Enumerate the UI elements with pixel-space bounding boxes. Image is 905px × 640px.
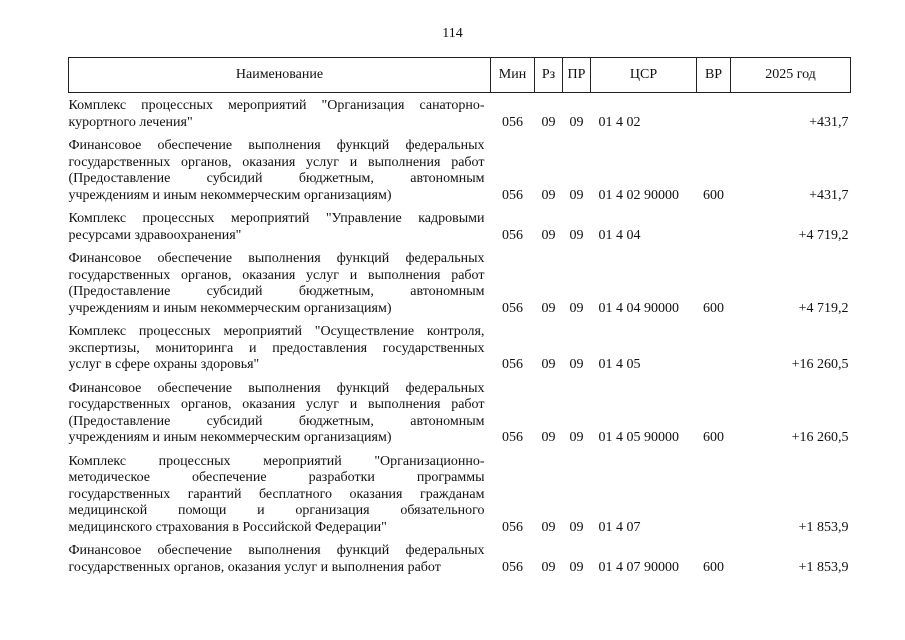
row-pr: 09 <box>569 430 584 445</box>
row-amount: +4 719,2 <box>798 227 849 243</box>
row-rz: 09 <box>541 300 556 316</box>
row-name-line: методическое обеспечение разработки программы <box>68 470 485 485</box>
row-vr <box>697 206 731 246</box>
row-name-line: Комплекс процессных мероприятий "Управление кадровыми <box>68 211 485 226</box>
row-name <box>69 319 491 376</box>
table-row <box>69 449 851 539</box>
row-name <box>69 376 491 449</box>
row-vr: 600 <box>703 430 724 445</box>
row-pr: 09 <box>569 114 584 130</box>
row-name-line: (Предоставление субсидий бюджетным, автономным <box>68 171 485 186</box>
row-name-line: Комплекс процессных мероприятий "Организационно- <box>68 453 485 469</box>
row-amount: +16 260,5 <box>791 430 849 445</box>
row-csr: 01 4 05 90000 <box>598 430 679 445</box>
header-vr: ВР <box>697 58 731 93</box>
row-rz: 09 <box>541 519 556 535</box>
row-rz: 09 <box>541 559 556 575</box>
row-name-line: государственных органов, оказания услуг и выполнения работ <box>68 397 485 412</box>
row-vr: 600 <box>703 559 724 575</box>
row-name-line: Комплекс процессных мероприятий "Осуществление контроля, <box>68 324 485 339</box>
row-name <box>69 206 491 246</box>
table-row <box>69 206 851 246</box>
row-csr: 01 4 04 <box>598 227 641 243</box>
row-amount: +431,7 <box>809 187 849 203</box>
row-name-line: государственных органов, оказания услуг и выполнения работ <box>68 154 485 170</box>
row-pr: 09 <box>569 300 584 316</box>
row-pr: 09 <box>569 227 584 243</box>
row-vr <box>697 449 731 539</box>
row-name-line: Финансовое обеспечение выполнения функций федеральных <box>68 138 485 153</box>
row-csr: 01 4 07 <box>598 519 641 535</box>
row-name-line: медицинской помощи и организация обязательного <box>68 503 485 518</box>
row-name <box>69 246 491 319</box>
row-amount: +1 853,9 <box>798 519 849 535</box>
row-csr: 01 4 02 90000 <box>598 187 679 203</box>
header-name: Наименование <box>69 58 491 93</box>
row-name-line: учреждениям и иным некоммерческим организациям) <box>68 430 392 445</box>
row-name-line: Комплекс процессных мероприятий "Организация санаторно- <box>68 98 485 113</box>
header-pr: ПР <box>563 58 591 93</box>
budget-table <box>68 57 851 578</box>
row-pr: 09 <box>569 357 584 372</box>
table-row <box>69 93 851 134</box>
row-name-line: экспертизы, мониторинга и предоставления государственных <box>68 340 485 356</box>
row-csr: 01 4 04 90000 <box>598 300 679 316</box>
row-amount: +16 260,5 <box>791 357 849 372</box>
row-name-line: Финансовое обеспечение выполнения функций федеральных <box>68 380 485 396</box>
row-name <box>69 449 491 539</box>
table-row <box>69 319 851 376</box>
row-name <box>69 93 491 134</box>
row-name-line: государственных гарантий бесплатного оказания гражданам <box>68 486 485 502</box>
row-name <box>69 538 491 578</box>
header-csr: ЦСР <box>591 58 697 93</box>
table-row <box>69 376 851 449</box>
row-min: 056 <box>502 357 523 372</box>
row-pr: 09 <box>569 559 584 575</box>
row-csr: 01 4 07 90000 <box>598 559 679 575</box>
header-year: 2025 год <box>731 58 851 93</box>
row-rz: 09 <box>541 357 556 372</box>
row-name-line: Финансовое обеспечение выполнения функций федеральных <box>68 543 485 558</box>
row-pr: 09 <box>569 187 584 203</box>
table-body <box>69 93 851 579</box>
row-csr: 01 4 05 <box>598 357 641 372</box>
row-rz: 09 <box>541 187 556 203</box>
row-pr: 09 <box>569 519 584 535</box>
row-rz: 09 <box>541 430 556 445</box>
table-row <box>69 538 851 578</box>
row-min: 056 <box>502 519 523 535</box>
row-vr: 600 <box>703 187 724 203</box>
row-amount: +431,7 <box>809 114 849 130</box>
row-name-line: учреждениям и иным некоммерческим организациям) <box>68 187 392 203</box>
row-name-line: государственных органов, оказания услуг и выполнения работ <box>68 559 441 575</box>
table-header-row <box>69 58 851 93</box>
row-min: 056 <box>502 227 523 243</box>
row-min: 056 <box>502 187 523 203</box>
header-rz: Рз <box>535 58 563 93</box>
row-name-line: (Предоставление субсидий бюджетным, автономным <box>68 413 485 429</box>
row-vr: 600 <box>703 300 724 316</box>
row-min: 056 <box>502 300 523 316</box>
row-name-line: государственных органов, оказания услуг и выполнения работ <box>68 267 485 283</box>
row-amount: +1 853,9 <box>798 559 849 575</box>
header-min: Мин <box>491 58 535 93</box>
row-name-line: услуг в сфере охраны здоровья" <box>68 357 260 372</box>
table-row <box>69 133 851 206</box>
table-row <box>69 246 851 319</box>
row-vr <box>697 93 731 134</box>
row-rz: 09 <box>541 114 556 130</box>
row-min: 056 <box>502 559 523 575</box>
row-min: 056 <box>502 430 523 445</box>
row-name-line: медицинского страхования в Российской Федерации" <box>68 519 387 535</box>
row-rz: 09 <box>541 227 556 243</box>
row-name-line: учреждениям и иным некоммерческим организациям) <box>68 300 392 316</box>
row-csr: 01 4 02 <box>598 114 641 130</box>
row-name-line: Финансовое обеспечение выполнения функций федеральных <box>68 251 485 266</box>
row-name <box>69 133 491 206</box>
row-amount: +4 719,2 <box>798 300 849 316</box>
row-vr <box>697 319 731 376</box>
row-name-line: (Предоставление субсидий бюджетным, автономным <box>68 284 485 299</box>
row-name-line: курортного лечения" <box>68 114 193 130</box>
row-name-line: ресурсами здравоохранения" <box>68 227 242 243</box>
page-number: 114 <box>442 26 463 41</box>
row-min: 056 <box>502 114 523 130</box>
